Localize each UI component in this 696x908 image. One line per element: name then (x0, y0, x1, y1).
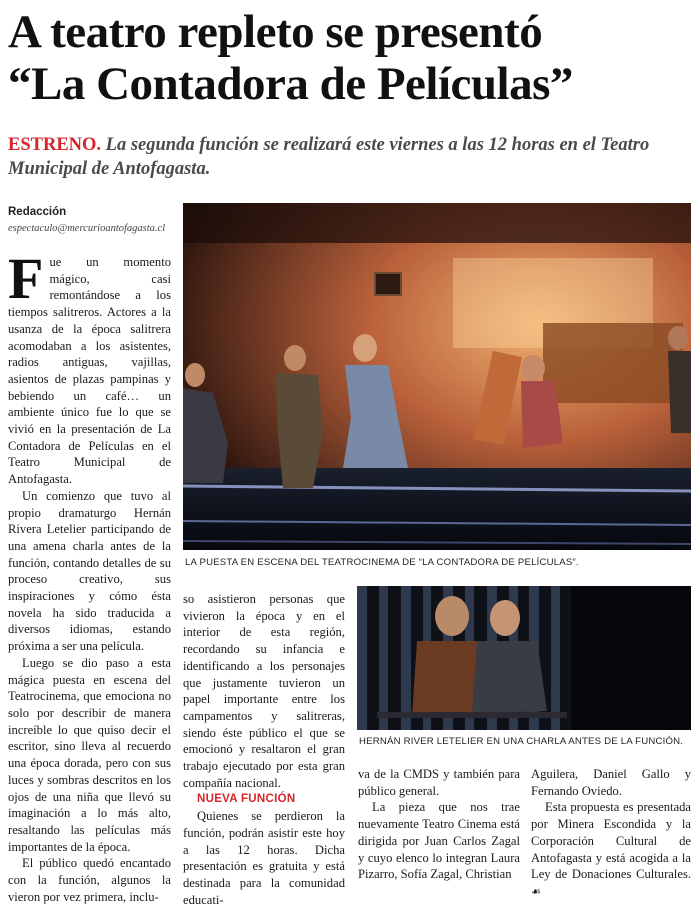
paragraph: Quienes se perdieron la función, podrán asistir este hoy a las 12 horas. Dicha presentación es gratuita y está destinada para la comunidad educati- (183, 809, 345, 907)
stage-photo (183, 203, 691, 550)
end-mark-icon: ☙ (531, 884, 541, 898)
talk-photo-illustration (357, 586, 691, 730)
paragraph: Luego se dio paso a esta mágica puesta en escena del Teatrocinema, que emociona no solo por describir de manera increíble lo que quiso decir el escritor, sino lleva al recuerdo una época dorada, pero con sus luces y sombras descritos en los ojos de una niña que llevó su imaginación a lo más alto, resaltando las películas más importantes de la época. (8, 655, 171, 854)
stage-photo-caption: LA PUESTA EN ESCENA DEL TEATROCINEMA DE “LA CONTADORA DE PELÍCULAS”. (185, 557, 579, 568)
paragraph-text: Esta propuesta es presentada por Minera Escondida y la Corporación Cultural de Antofagasta y está acogida a la Ley de Donaciones Culturales. (531, 800, 691, 882)
paragraph: La pieza que nos trae nuevamente Teatro Cinema está dirigida por Juan Carlos Zagal y cuyo elenco lo integran Laura Pizarro, Sofía Zagal, Christian (358, 800, 520, 882)
deck-text: La segunda función se realizará este viernes a las 12 horas en el Teatro Municipal de Antofagasta. (8, 135, 650, 179)
paragraph: ue un momento mágico, casi remontándose a los tiempos salitreros. Actores a la usanza de la época salitrera acomodaban a los asistentes, radios antiguas, vajillas, asientos de plazas pampinas y bebiendo un café… un ambiente único fue lo que se vivió en la presentación de La Contadora de Películas en el Teatro Municipal de Antofagasta. (8, 255, 171, 487)
paragraph: El público quedó encantado con la función, algunos la vieron por vez primera, inclu- (8, 856, 171, 904)
byline-email: espectaculo@mercurioantofagasta.cl (8, 223, 166, 234)
stage-photo-illustration (183, 203, 691, 550)
paragraph: va de la CMDS y también para público general. (358, 767, 520, 798)
column-2 (183, 591, 345, 908)
headline-line-1: A teatro repleto se presentó (8, 6, 543, 58)
paragraph: Un comienzo que tuvo al propio dramaturgo Hernán Rivera Letelier participando de una amena charla antes de la función, contando detalles de su proceso creativo, sus inspiraciones y cómo ésta novela ha sido traducida a diversos idiomas, estando próxima a ser una película. (8, 488, 171, 654)
headline-line-2: “La Contadora de Películas” (8, 58, 573, 110)
talk-photo (357, 586, 691, 730)
dropcap: F (8, 246, 44, 311)
column-3 (358, 766, 520, 883)
subhead-nueva-funcion: NUEVA FUNCIÓN (197, 793, 296, 806)
paragraph (531, 799, 691, 900)
paragraph: so asistieron personas que vivieron la época y en el interior de esta región, recordando su infancia e identificando a los personajes que justamente tuvieron un papel importante entre los campamentos y salitreras, siendo éste público el que se emocionó y resaltaron el gran trabajo ejecutado por esta gran compañía nacional. (183, 592, 345, 790)
deck-kicker: ESTRENO. (8, 135, 102, 155)
paragraph: Aguilera, Daniel Gallo y Fernando Oviedo. (531, 767, 691, 798)
column-1 (8, 246, 171, 905)
talk-photo-caption: HERNÁN RIVER LETELIER EN UNA CHARLA ANTES DE LA FUNCIÓN. (359, 736, 684, 747)
byline-author: Redacción (8, 206, 67, 218)
headline (8, 6, 688, 110)
column-4 (531, 766, 691, 901)
deck (8, 133, 688, 181)
